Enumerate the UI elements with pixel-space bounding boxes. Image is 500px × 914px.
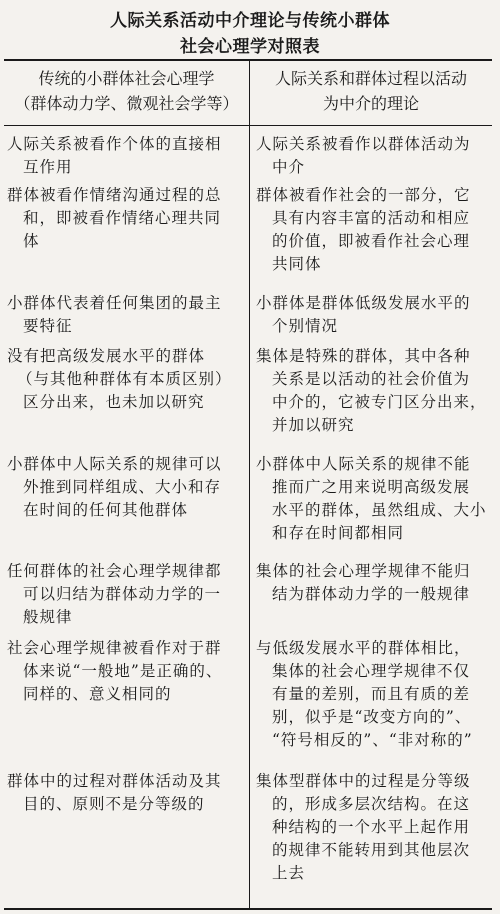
row-7-right [256,637,494,752]
cell-line: 区分出来，也未加以研究 [23,393,205,411]
header-right-line-2: 为中介的理论 [322,94,419,113]
cell-line: 社会心理学规律被看作对于群 [7,639,222,657]
cell-line: 的，形成多层次结构。在这 [272,795,471,813]
cell-line: 推而广之用来说明高级发展 [272,478,471,496]
cell-line: 小群体代表着任何集团的最主 [7,294,222,312]
row-5-left [7,453,243,522]
row-3-left [7,292,243,338]
row-6-right [256,560,494,606]
cell-line: 小群体是群体低级发展水平的 [256,294,471,312]
cell-line: 目的、原则不是分等级的 [23,795,205,813]
cell-line: 互作用 [23,158,73,176]
cell-line: 外推到同样组成、大小和存 [23,478,222,496]
cell-line: 任何群体的社会心理学规律都 [7,562,222,580]
cell-line: 别，似乎是“改变方向的”、 [272,708,472,726]
cell-line: 集体的社会心理学规律不能归 [256,562,471,580]
cell-line: 共同体 [272,255,322,273]
row-8-left [7,770,243,816]
cell-line: 上去 [272,864,306,882]
cell-line: 水平的群体，虽然组成、大小 [272,501,487,519]
row-2-left [7,184,243,253]
cell-line: 群体被看作情绪沟通过程的总 [7,186,222,204]
row-6-left [7,560,243,629]
cell-line: 要特征 [23,317,73,335]
cell-line: 关系是以活动的社会价值为 [272,370,471,388]
row-4-left [7,345,243,414]
cell-line: 群体被看作社会的一部分，它 [256,186,471,204]
cell-line: 同样的、意义相同的 [23,685,172,703]
cell-line: 人际关系被看作以群体活动为 [256,135,471,153]
cell-line: 的规律不能转用到其他层次 [272,841,471,859]
cell-line: 集体是特殊的群体，其中各种 [256,347,471,365]
header-rule [4,125,492,126]
cell-line: 并加以研究 [272,416,355,434]
cell-line: 可以归结为群体动力学的一 [23,585,222,603]
cell-line: 结为群体动力学的一般规律 [272,585,471,603]
row-7-left [7,637,243,706]
header-right [250,66,492,116]
row-3-right [256,292,494,338]
cell-line: 小群体中人际关系的规律可以 [7,455,222,473]
header-right-line-1: 人际关系和群体过程以活动 [274,69,467,88]
cell-line: 体来说“一般地”是正确的、 [23,662,223,680]
cell-line: 在时间的任何其他群体 [23,501,189,519]
cell-line: 没有把高级发展水平的群体 [7,347,206,365]
cell-line: 中介 [272,158,306,176]
cell-line: 种结构的一个水平上起作用 [272,818,471,836]
top-rule [4,59,492,61]
cell-line: 人际关系被看作个体的直接相 [7,135,222,153]
row-2-right [256,184,494,276]
row-5-right [256,453,494,545]
table-title-line-1: 人际关系活动中介理论与传统小群体 [110,11,390,31]
cell-line: 体 [23,232,40,250]
row-1-left [7,133,243,179]
cell-line: 和，即被看作情绪心理共同 [23,209,222,227]
header-left [4,66,249,116]
cell-line: （与其他种群体有本质区别） [17,370,232,388]
row-4-right [256,345,494,437]
bottom-rule [4,908,492,910]
cell-line: 与低级发展水平的群体相比， [256,639,471,657]
row-1-right [256,133,494,179]
table-title-line-2: 社会心理学对照表 [180,37,320,57]
header-left-line-1: 传统的小群体社会心理学 [38,69,215,88]
header-left-line-2: （群体动力学、微观社会学等） [14,94,239,113]
column-divider [249,61,250,910]
cell-line: 集体的社会心理学规律不仅 [272,662,471,680]
cell-line: 个别情况 [272,317,339,335]
cell-line: 的价值，即被看作社会心理 [272,232,471,250]
row-8-right [256,770,494,885]
cell-line: 有量的差别，而且有质的差 [272,685,471,703]
cell-line: 中介的，它被专门区分出来， [272,393,487,411]
cell-line: 群体中的过程对群体活动及其 [7,772,222,790]
cell-line: “符号相反的”、“非对称的” [272,731,473,749]
cell-line: 集体型群体中的过程是分等级 [256,772,471,790]
cell-line: 般规律 [23,608,73,626]
cell-line: 具有内容丰富的活动和相应 [272,209,471,227]
cell-line: 小群体中人际关系的规律不能 [256,455,471,473]
cell-line: 和存在时间都相同 [272,524,405,542]
